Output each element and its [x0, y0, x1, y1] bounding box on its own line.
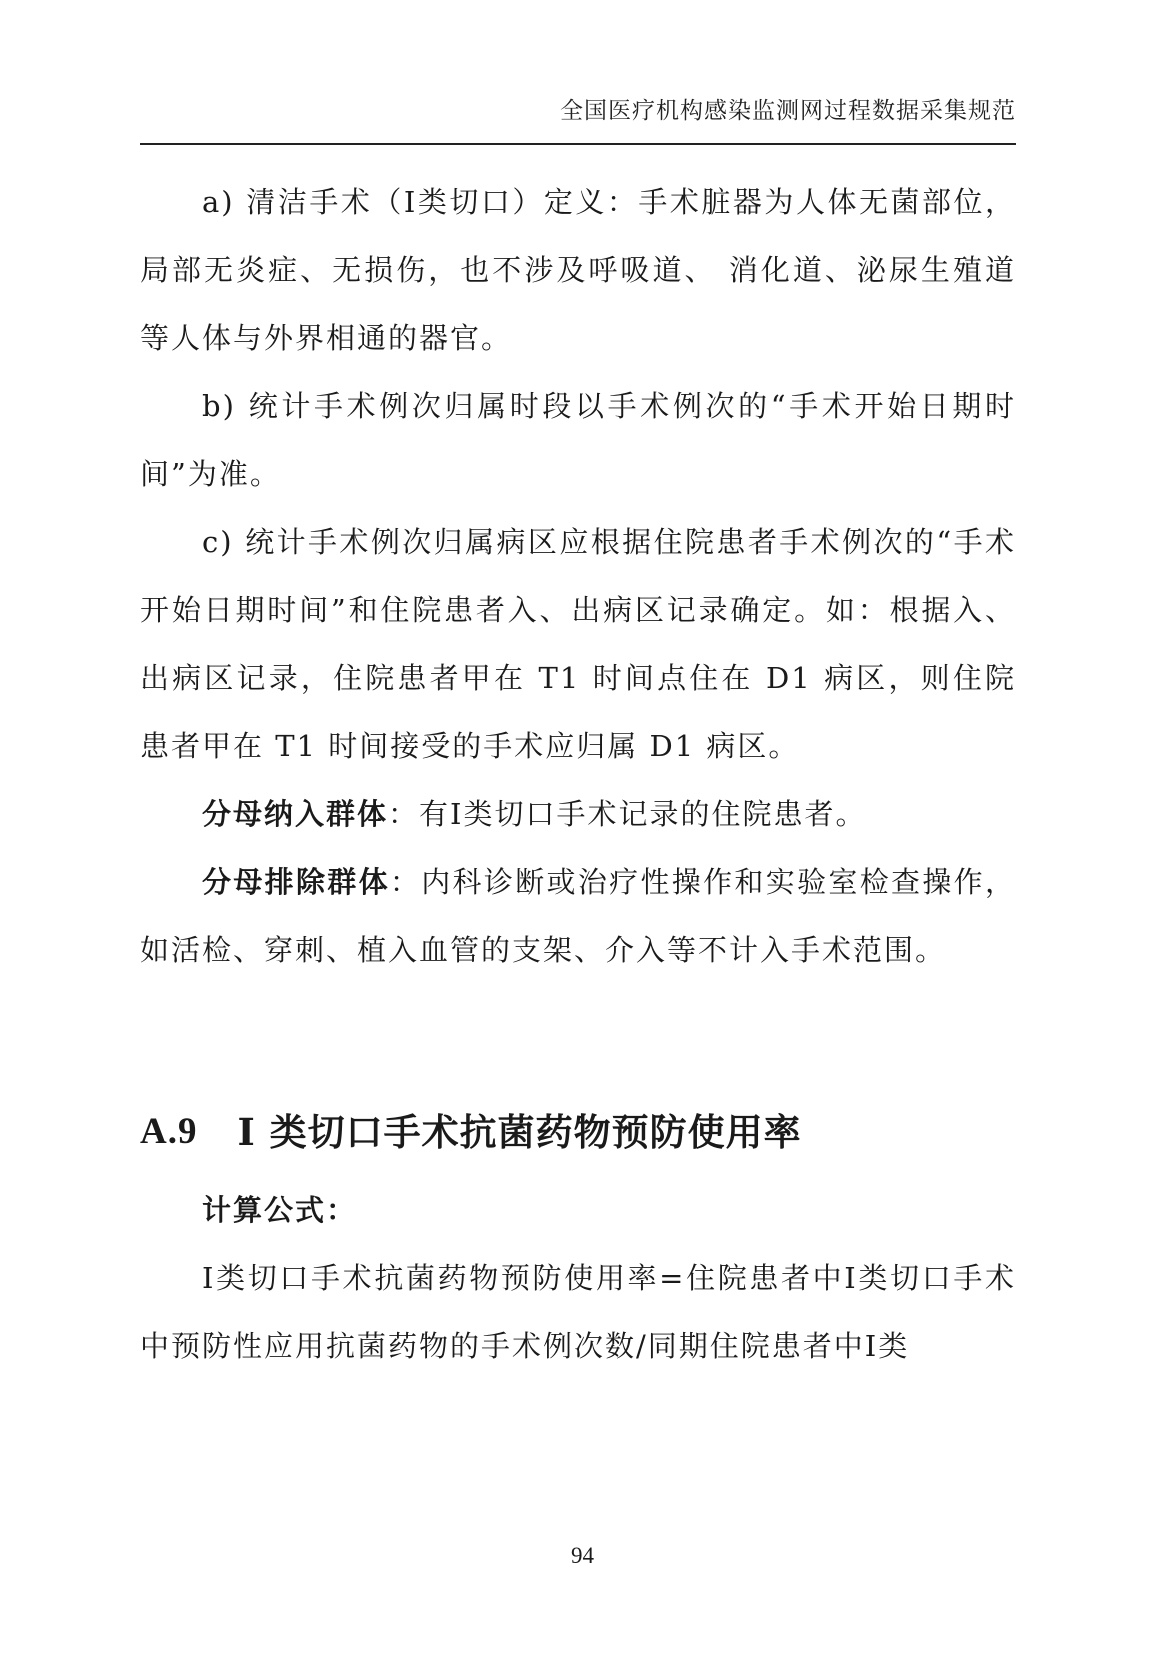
- section-heading: [140, 1102, 1016, 1162]
- header-rule: [140, 143, 1016, 145]
- section-number: A.9: [140, 1111, 198, 1152]
- denominator-exclude-label: 分母排除群体: [202, 865, 390, 899]
- section-title: I 类切口手术抗菌药物预防使用率: [237, 1110, 802, 1154]
- paragraph-b: b) 统计手术例次归属时段以手术例次的“手术开始日期时间”为准。: [140, 389, 1016, 491]
- denominator-include-label: 分母纳入群体: [202, 797, 389, 831]
- denominator-exclude: [140, 848, 1016, 984]
- paragraph-a: a) 清洁手术（I类切口）定义：手术脏器为人体无菌部位，局部无炎症、无损伤，也不涉及呼吸道、 消化道、泌尿生殖道等人体与外界相通的器官。: [140, 185, 1016, 355]
- formula-label: 计算公式：: [202, 1193, 358, 1227]
- running-header: 全国医疗机构感染监测网过程数据采集规范: [560, 98, 1016, 124]
- denominator-exclude-text: ：内科诊断或治疗性操作和实验室检查操作，如活检、穿刺、植入血管的支架、介入等不计入手术范围。: [140, 865, 1016, 967]
- page-content: [140, 168, 1016, 1380]
- paragraph-c: c) 统计手术例次归属病区应根据住院患者手术例次的“手术开始日期时间”和住院患者入、出病区记录确定。如：根据入、出病区记录，住院患者甲在 T1 时间点住在 D1 病区，则住院患者甲在 T1 时间接受的手术应归属 D1 病区。: [140, 525, 1016, 763]
- denominator-include-text: ：有I类切口手术记录的住院患者。: [388, 797, 867, 831]
- page-number: 94: [571, 1543, 594, 1568]
- denominator-include: [140, 780, 1016, 848]
- formula-text: I类切口手术抗菌药物预防使用率=住院患者中I类切口手术中预防性应用抗菌药物的手术例次数/同期住院患者中I类: [140, 1261, 1016, 1363]
